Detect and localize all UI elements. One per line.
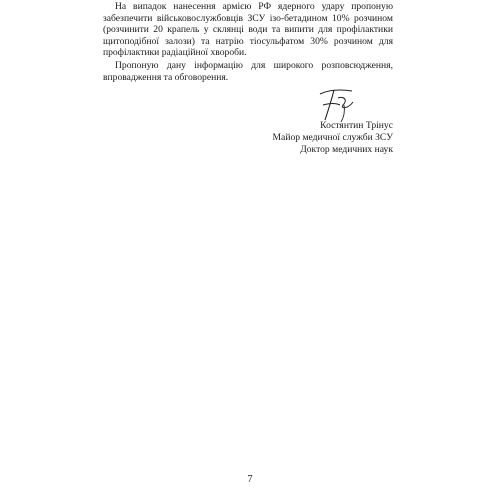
paragraph-distribution-request: Пропоную дану інформацію для широкого розповсюдження, впровадження та обговорення.: [103, 60, 393, 83]
signer-name: Костянтин Трінус: [320, 120, 393, 131]
signer-degree: Доктор медичних наук: [300, 143, 393, 155]
paragraph-nuclear-recommendation: На випадок нанесення армією РФ ядерного удару пропоную забезпечити військовослужбовців ЗСУ ізо-бетадином 10% розчином (розчинити 20 крапель у склянці води та випити для профілактики щитоподібної залози) та натрію тіосульфатом 30% розчином для профілактики радіаційної хвороби.: [103, 1, 393, 59]
page-number: 7: [247, 474, 253, 485]
signature-block: [273, 120, 393, 155]
signer-rank: Майор медичної служби ЗСУ: [272, 131, 393, 143]
handwritten-signature-icon: [314, 84, 358, 124]
